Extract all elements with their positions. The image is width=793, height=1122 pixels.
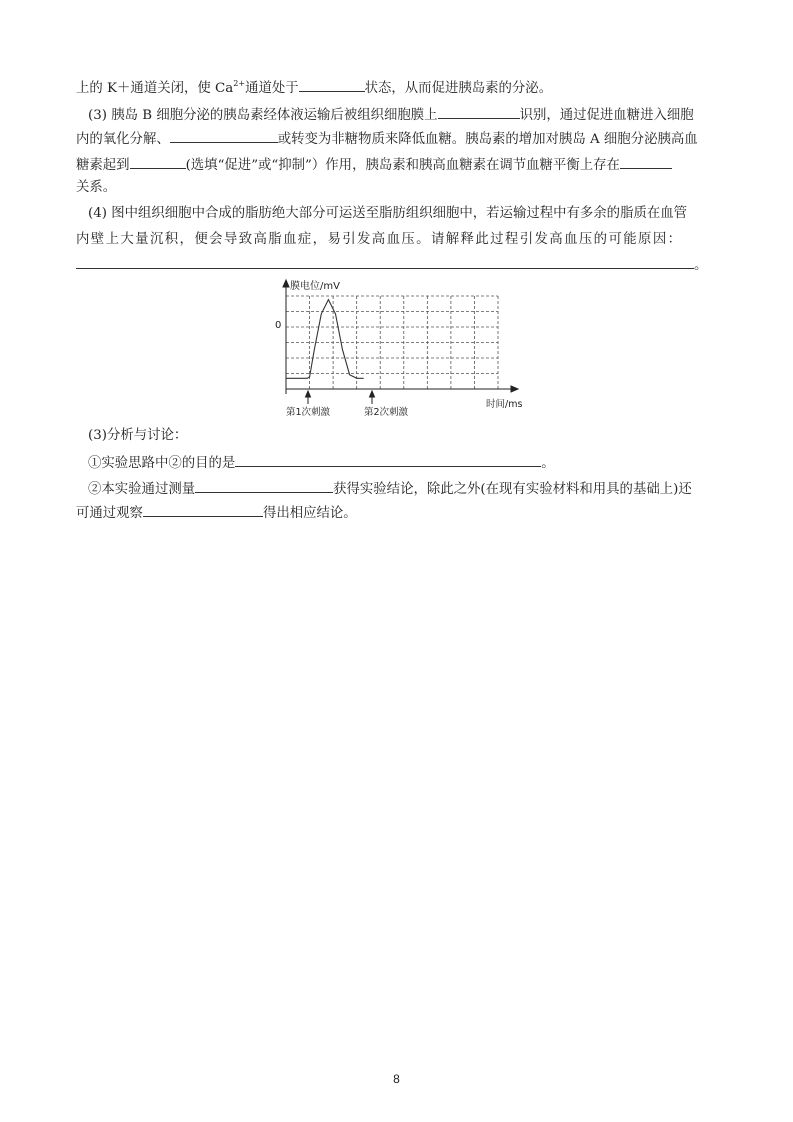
- text-span: 状态，从而促进胰岛素的分泌。: [364, 81, 553, 96]
- answer-blank[interactable]: [438, 104, 520, 119]
- text-span: 。: [541, 456, 555, 471]
- stimulus-label: 第2次刺激: [364, 407, 409, 418]
- text-line: [88, 204, 687, 224]
- stimulus-label: 第1次刺激: [286, 407, 331, 418]
- text-line: [76, 178, 116, 198]
- text-span: ①实验思路中②的目的是: [88, 456, 236, 471]
- answer-blank[interactable]: [143, 502, 263, 517]
- text-span: (3)分析与讨论：: [88, 428, 188, 443]
- text-line: [76, 74, 552, 99]
- stimulus-arrowhead: [370, 391, 375, 397]
- text-span: (4) 图中组织细胞中合成的脂肪绝大部分可运送至脂肪组织细胞中，若运输过程中有多余的脂质在血管: [88, 206, 688, 221]
- text-line: [76, 254, 707, 276]
- y-axis-label: 膜电位/mV: [290, 281, 340, 292]
- text-span: ②本实验通过测量: [88, 482, 196, 497]
- superscript: 2+: [233, 79, 246, 88]
- answer-blank[interactable]: [299, 77, 365, 92]
- y-tick-label: 0: [275, 320, 282, 331]
- text-span: 上的 K＋通道关闭，使 Ca: [76, 81, 234, 96]
- answer-blank[interactable]: [130, 154, 186, 169]
- text-span: 或转变为非糖物质来降低血糖。胰岛素的增加对胰岛 A 细胞分泌胰高血: [277, 132, 698, 147]
- text-span: 识别，通过促进血糖进入细胞: [519, 108, 694, 123]
- text-span: 可通过观察: [76, 506, 143, 521]
- text-span: 糖素起到: [76, 158, 130, 173]
- answer-blank[interactable]: [235, 452, 541, 467]
- text-line: [76, 230, 682, 250]
- text-line: [76, 502, 357, 524]
- text-line: [76, 154, 672, 176]
- x-axis-arrow: [511, 386, 518, 392]
- answer-blank[interactable]: [170, 128, 278, 143]
- x-axis-label: 时间/ms: [486, 399, 523, 410]
- text-line: [88, 478, 692, 500]
- text-span: 通道处于: [245, 81, 299, 96]
- text-span: (3) 胰岛 B 细胞分泌的胰岛素经体液运输后被组织细胞膜上: [88, 108, 438, 123]
- answer-blank[interactable]: [620, 154, 672, 169]
- text-line: [88, 104, 694, 126]
- stimulus-arrowhead: [306, 391, 311, 397]
- text-line: [76, 128, 698, 150]
- answer-blank[interactable]: [76, 254, 694, 269]
- text-span: 。: [694, 258, 708, 273]
- text-span: 关系。: [76, 180, 117, 195]
- text-span: 内壁上大量沉积，便会导致高脂血症，易引发高血压。请解释此过程引发高血压的可能原因：: [76, 232, 683, 247]
- page-number: 8: [393, 1072, 400, 1086]
- chart-grid: [286, 296, 498, 389]
- text-span: 得出相应结论。: [262, 506, 357, 521]
- chart-axes: [283, 280, 518, 404]
- text-line: [88, 452, 555, 474]
- y-axis-arrow: [283, 280, 289, 287]
- text-span: 获得实验结论，除此之外(在现有实验材料和用具的基础上)还: [333, 482, 692, 497]
- text-span: (选填“促进”或“抑制”）作用，胰岛素和胰高血糖素在调节血糖平衡上存在: [185, 158, 620, 173]
- answer-blank[interactable]: [195, 478, 333, 493]
- text-span: 内的氧化分解、: [76, 132, 170, 147]
- membrane-potential-chart: [268, 278, 538, 420]
- text-line: [88, 426, 187, 446]
